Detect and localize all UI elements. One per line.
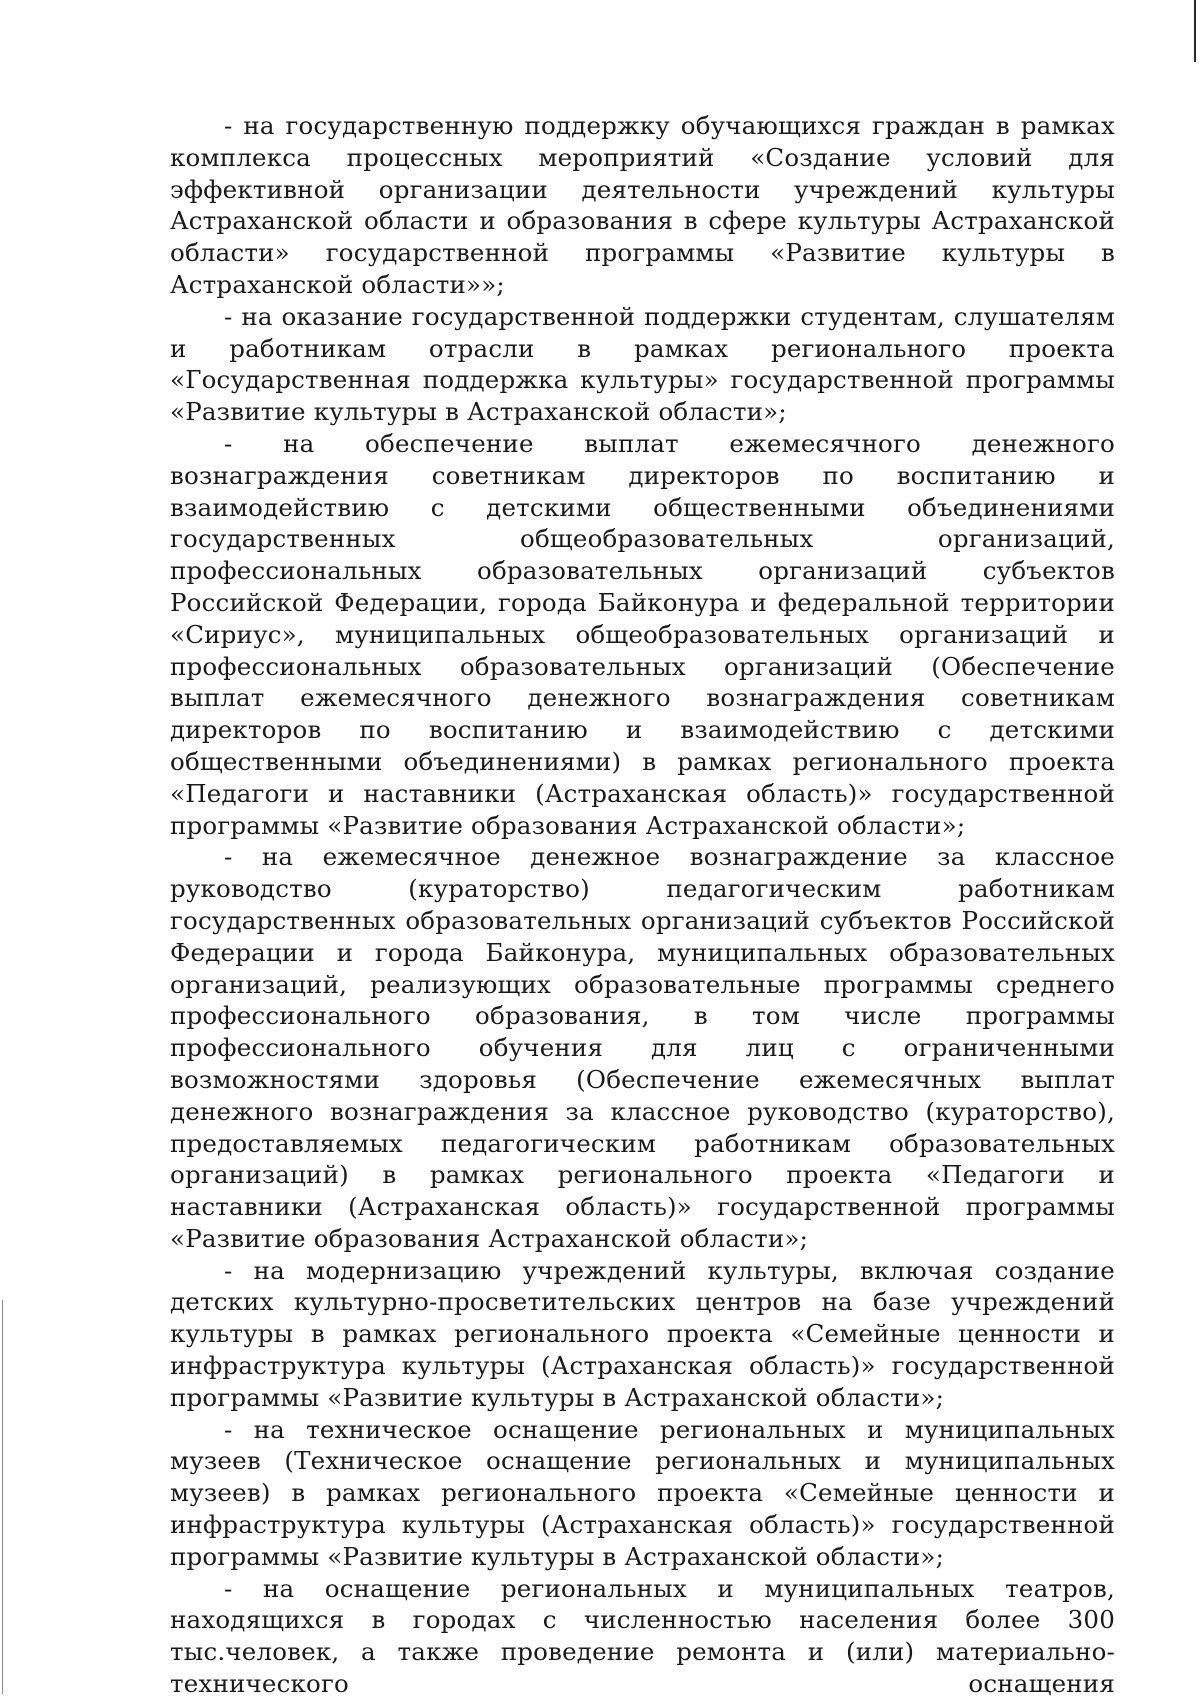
paragraph-museum-equipment: - на техническое оснащение региональных и муниципальных музеев (Техническое оснащение региональных и муниципальных музеев) в рамках регионального проекта «Семейные ценности и инфраструктура культуры (Астраханская область)» государственной программы «Развитие культуры в Астраханской области»; bbox=[170, 1414, 1115, 1571]
document-body bbox=[170, 110, 1115, 1700]
paragraph-culture-modernization: - на модернизацию учреждений культуры, включая создание детских культурно-просветительских центров на базе учреждений культуры в рамках регионального проекта «Семейные ценности и инфраструктура культуры (Астраханская область)» государственной программы «Развитие культуры в Астраханской области»; bbox=[170, 1255, 1115, 1412]
paragraph-student-support: - на государственную поддержку обучающихся граждан в рамках комплекса процессных мероприятий «Создание условий для эффективной организации деятельности учреждений культуры Астраханской области и образования в сфере культуры Астраханской области» государственной программы «Развитие культуры в Астраханской области»»; bbox=[170, 111, 1115, 299]
paragraph-theatre-equipment: - на оснащение региональных и муниципальных театров, находящихся в городах с численностью населения более 300 тыс.человек, а также проведение ремонта и (или) материально-технического оснащения bbox=[170, 1573, 1115, 1699]
scan-edge-mark bbox=[2, 1300, 3, 1694]
paragraph-culture-support: - на оказание государственной поддержки студентам, слушателям и работникам отрасли в рамках регионального проекта «Государственная поддержка культуры» государственной программы «Развитие культуры в Астраханской области»; bbox=[170, 301, 1115, 427]
paragraph-advisors-remuneration: - на обеспечение выплат ежемесячного денежного вознаграждения советникам директоров по воспитанию и взаимодействию с детскими общественными объединениями государственных общеобразовательных организаций, профессиональных образовательных организаций субъектов Российской Федерации, города Байконура и федеральной территории «Сириус», муниципальных общеобразовательных организаций и профессиональных образовательных организаций (Обеспечение выплат ежемесячного денежного вознаграждения советникам директоров по воспитанию и взаимодействию с детскими общественными объединениями) в рамках регионального проекта «Педагоги и наставники (Астраханская область)» государственной программы «Развитие образования Астраханской области»; bbox=[170, 428, 1115, 840]
scan-edge-mark bbox=[1194, 0, 1196, 62]
paragraph-class-curator-remuneration: - на ежемесячное денежное вознаграждение за классное руководство (кураторство) педагогическим работникам государственных образовательных организаций субъектов Российской Федерации и города Байконура, муниципальных образовательных организаций, реализующих образовательные программы среднего профессионального образования, в том числе программы профессионального обучения для лиц с ограниченными возможностями здоровья (Обеспечение ежемесячных выплат денежного вознаграждения за классное руководство (кураторство), предоставляемых педагогическим работникам образовательных организаций) в рамках регионального проекта «Педагоги и наставники (Астраханская область)» государственной программы «Развитие образования Астраханской области»; bbox=[170, 842, 1115, 1253]
